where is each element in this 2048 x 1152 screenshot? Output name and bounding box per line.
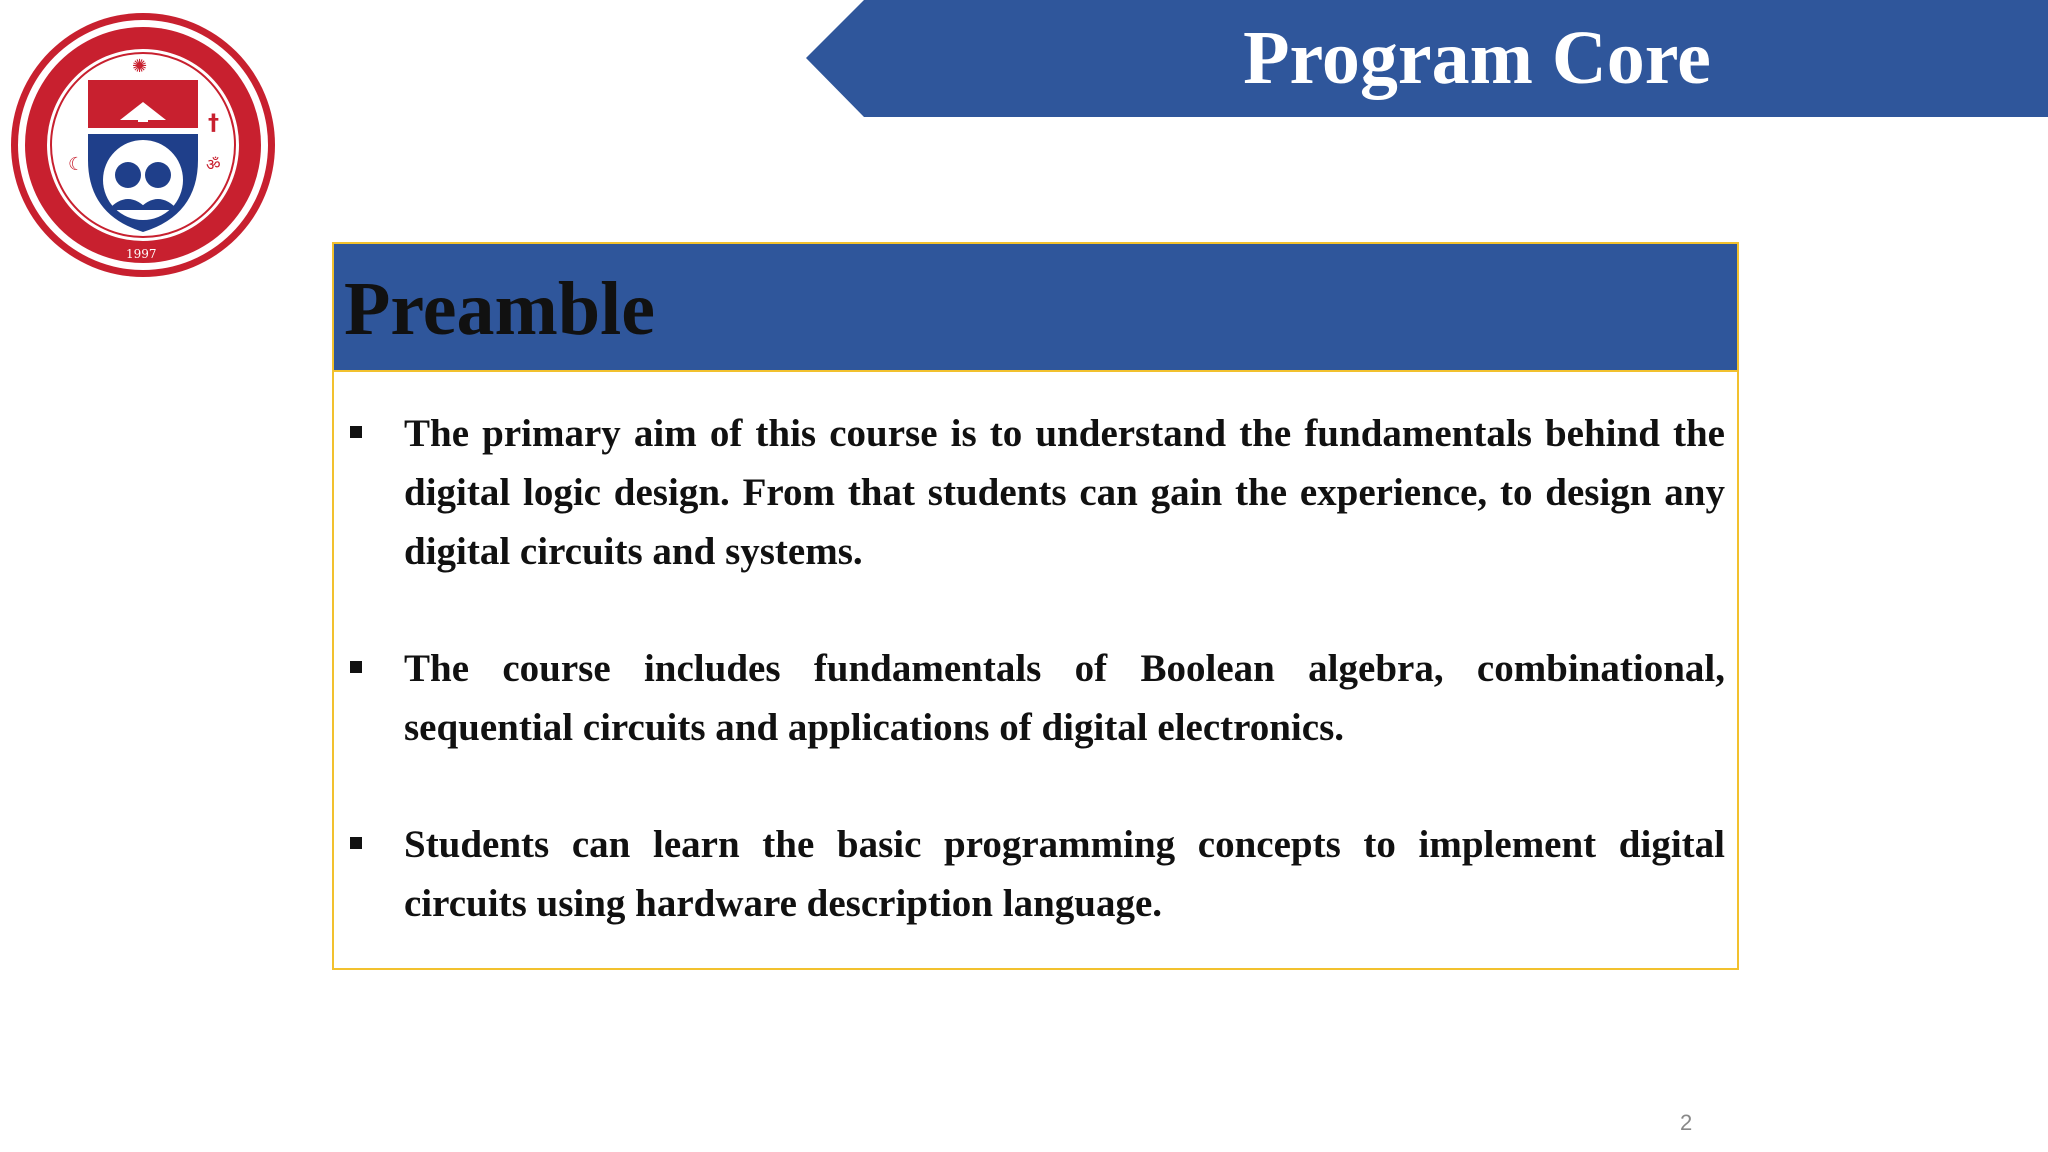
list-item xyxy=(334,815,1737,933)
svg-text:†: † xyxy=(208,111,219,136)
svg-text:✺: ✺ xyxy=(132,56,148,77)
preamble-heading: Preamble xyxy=(344,267,655,351)
bullet-text: Students can learn the basic programming concepts to implement digital circuits using hardware description language. xyxy=(404,823,1725,925)
svg-text:☾: ☾ xyxy=(68,154,85,175)
list-item xyxy=(334,639,1737,757)
preamble-bullet-list xyxy=(334,404,1737,991)
svg-text:ॐ: ॐ xyxy=(206,155,221,174)
list-item xyxy=(334,404,1737,581)
square-bullet-icon xyxy=(350,837,362,849)
title-banner xyxy=(806,0,2048,117)
institution-seal-icon xyxy=(8,10,278,280)
preamble-box xyxy=(332,242,1739,970)
bullet-text: The course includes fundamentals of Boolean algebra, combinational, sequential circuits and applications of digital electronics. xyxy=(404,647,1725,749)
square-bullet-icon xyxy=(350,661,362,673)
page-number: 2 xyxy=(1680,1110,1693,1135)
preamble-header xyxy=(334,244,1737,372)
page-title: Program Core xyxy=(1243,16,1711,100)
bullet-text: The primary aim of this course is to understand the fundamentals behind the digital logic design. From that students can gain the experience, to design any digital circuits and systems. xyxy=(404,412,1725,573)
svg-text:1997: 1997 xyxy=(126,247,157,261)
square-bullet-icon xyxy=(350,426,362,438)
